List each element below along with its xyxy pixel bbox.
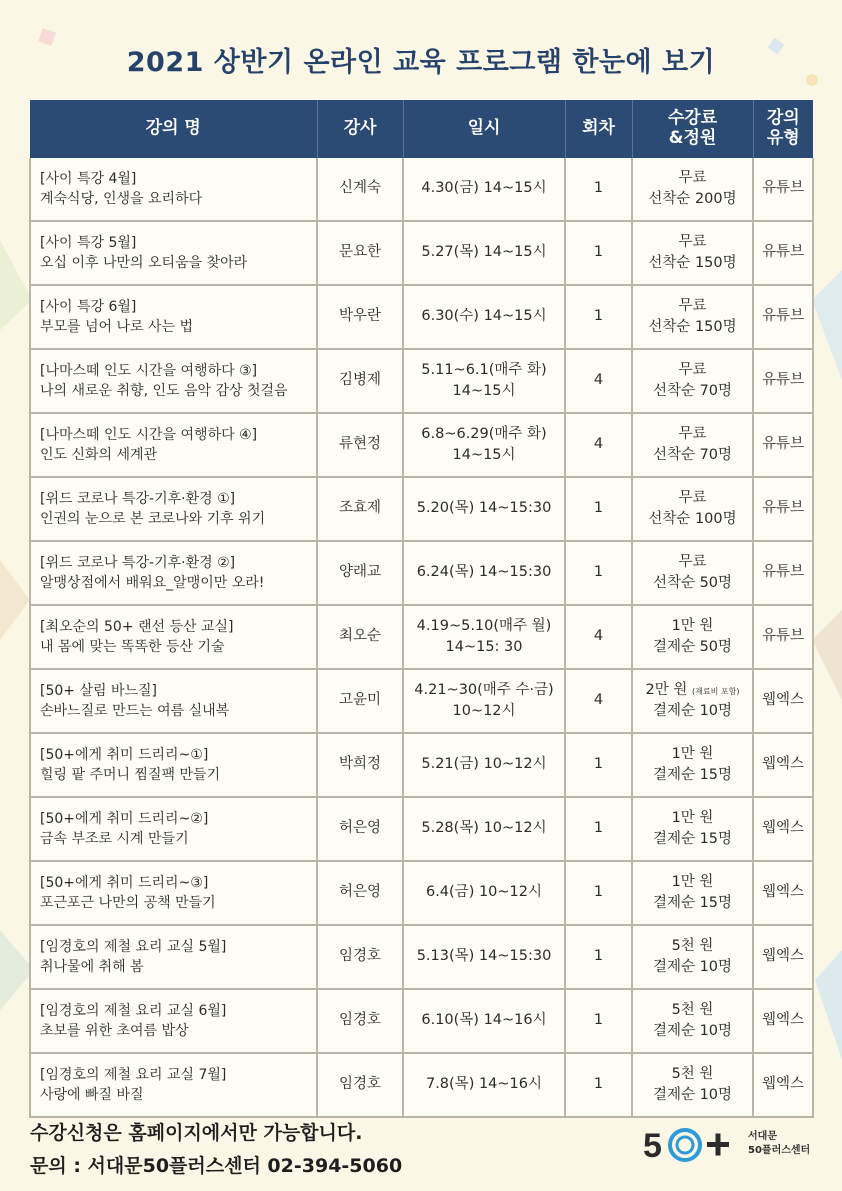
schedule-cell — [403, 541, 565, 605]
schedule-line1: 6.4(금) 10~12시 — [425, 884, 543, 901]
fee-amount: 5천 원 — [671, 937, 714, 954]
fee-amount: 무료 — [678, 361, 707, 378]
fee-cell — [632, 413, 753, 477]
instructor-cell: 박희정 — [317, 733, 403, 797]
fee-amount: 무료 — [678, 553, 707, 570]
course-name: 힐링 팥 주머니 찜질팩 만들기 — [40, 767, 221, 783]
sessions-cell: 1 — [565, 1053, 632, 1117]
course-cell — [30, 541, 317, 605]
schedule-cell — [403, 1053, 565, 1117]
sessions-cell: 1 — [565, 541, 632, 605]
instructor-cell: 임경호 — [317, 925, 403, 989]
type-cell: 유튜브 — [753, 605, 813, 669]
course-series: [임경호의 제철 요리 교실 6월] — [40, 1002, 227, 1019]
course-name: 취나물에 취해 봄 — [40, 959, 144, 975]
instructor-cell: 허은영 — [317, 797, 403, 861]
schedule-cell — [403, 989, 565, 1053]
table-row — [30, 925, 813, 989]
schedule-cell — [403, 925, 565, 989]
course-name: 알맹상점에서 배워요_알맹이만 오라! — [40, 575, 265, 591]
course-name: 내 몸에 맞는 똑똑한 등산 기술 — [40, 639, 225, 655]
sessions-cell: 4 — [565, 413, 632, 477]
type-cell: 웹엑스 — [753, 925, 813, 989]
schedule-line1: 6.24(목) 14~15:30 — [416, 564, 552, 581]
course-cell — [30, 669, 317, 733]
fee-quota: 결제순 50명 — [652, 639, 733, 655]
course-cell — [30, 349, 317, 413]
fee-quota: 선착순 70명 — [652, 447, 733, 463]
course-cell — [30, 797, 317, 861]
course-series: [위드 코로나 특강-기후·환경 ②] — [40, 554, 236, 571]
fee-quota: 선착순 150명 — [648, 319, 737, 335]
fee-amount: 무료 — [678, 489, 707, 506]
signup-notice: 수강신청은 홈페이지에서만 가능합니다. — [30, 1122, 363, 1144]
table-row — [30, 733, 813, 797]
table-header-row — [30, 100, 813, 158]
course-series: [50+에게 취미 드리리~①] — [40, 746, 209, 763]
fee-quota: 결제순 10명 — [652, 959, 733, 975]
fee-quota: 선착순 50명 — [652, 575, 733, 591]
header-fee-line2: &정원 — [668, 128, 717, 148]
schedule-cell — [403, 605, 565, 669]
fee-amount: 1만 원 — [671, 809, 714, 826]
fee-cell — [632, 158, 753, 221]
table-row — [30, 413, 813, 477]
fee-amount: 1만 원 — [671, 617, 714, 634]
sessions-cell: 4 — [565, 349, 632, 413]
type-cell: 유튜브 — [753, 158, 813, 221]
fee-cell — [632, 605, 753, 669]
course-cell — [30, 925, 317, 989]
fee-cell — [632, 221, 753, 285]
type-cell: 웹엑스 — [753, 989, 813, 1053]
fee-amount: 1만 원 — [671, 745, 714, 762]
logo-line1: 서대문 — [748, 1131, 777, 1142]
instructor-cell: 박우란 — [317, 285, 403, 349]
schedule-cell — [403, 669, 565, 733]
header-type-line2: 유형 — [766, 128, 800, 148]
course-name: 손바느질로 만드는 여름 실내복 — [40, 703, 230, 719]
fee-cell — [632, 797, 753, 861]
schedule-cell — [403, 413, 565, 477]
course-series: [최오순의 50+ 랜선 등산 교실] — [40, 618, 234, 635]
schedule-cell — [403, 158, 565, 221]
course-name: 포근포근 나만의 공책 만들기 — [40, 895, 216, 911]
type-cell: 유튜브 — [753, 541, 813, 605]
fee-cell — [632, 861, 753, 925]
sessions-cell: 1 — [565, 285, 632, 349]
course-series: [임경호의 제철 요리 교실 5월] — [40, 938, 227, 955]
course-cell — [30, 733, 317, 797]
schedule-line1: 6.30(수) 14~15시 — [421, 308, 547, 325]
table-row — [30, 221, 813, 285]
schedule-line2: 14~15시 — [452, 447, 516, 463]
fee-cell — [632, 477, 753, 541]
instructor-cell: 양래교 — [317, 541, 403, 605]
fee-cell — [632, 1053, 753, 1117]
schedule-cell — [403, 861, 565, 925]
table-row — [30, 349, 813, 413]
fee-cell — [632, 285, 753, 349]
schedule-line2: 14~15: 30 — [445, 639, 523, 655]
course-series: [50+에게 취미 드리리~③] — [40, 874, 209, 891]
course-cell — [30, 605, 317, 669]
sessions-cell: 1 — [565, 477, 632, 541]
table-row — [30, 861, 813, 925]
table-row — [30, 158, 813, 221]
header-instructor: 강사 — [317, 100, 403, 158]
fee-quota: 선착순 150명 — [648, 255, 737, 271]
course-cell — [30, 413, 317, 477]
header-course: 강의 명 — [30, 100, 317, 158]
type-cell: 유튜브 — [753, 477, 813, 541]
sessions-cell: 1 — [565, 221, 632, 285]
table-row — [30, 285, 813, 349]
schedule-line1: 4.30(금) 14~15시 — [421, 180, 547, 197]
course-name: 금속 부조로 시계 만들기 — [40, 831, 189, 847]
schedule-line2: 10~12시 — [452, 703, 516, 719]
instructor-cell: 고윤미 — [317, 669, 403, 733]
table-row — [30, 797, 813, 861]
fee-amount: 무료 — [678, 169, 707, 186]
schedule-line1: 4.21~30(매주 수·금) — [414, 681, 554, 698]
course-cell — [30, 989, 317, 1053]
schedule-line1: 6.8~6.29(매주 화) — [421, 425, 547, 442]
sessions-cell: 1 — [565, 158, 632, 221]
course-name: 나의 새로운 취향, 인도 음악 감상 첫걸음 — [40, 383, 288, 399]
course-series: [50+에게 취미 드리리~②] — [40, 810, 209, 827]
fee-quota: 결제순 10명 — [652, 1087, 733, 1103]
fee-amount: 무료 — [678, 233, 707, 250]
table-row — [30, 989, 813, 1053]
table-row — [30, 669, 813, 733]
sessions-cell: 4 — [565, 669, 632, 733]
table-row — [30, 541, 813, 605]
fee-quota: 선착순 200명 — [648, 191, 737, 207]
schedule-cell — [403, 477, 565, 541]
schedule-line1: 4.19~5.10(매주 월) — [416, 617, 552, 634]
schedule-cell — [403, 221, 565, 285]
fee-quota: 결제순 15명 — [652, 767, 733, 783]
fee-note: (재료비 포함) — [692, 686, 740, 696]
fee-amount: 무료 — [678, 425, 707, 442]
schedule-line1: 5.11~6.1(매주 화) — [421, 361, 547, 378]
schedule-line1: 5.21(금) 10~12시 — [421, 756, 547, 773]
course-cell — [30, 861, 317, 925]
contact-info: 문의 : 서대문50플러스센터 02-394-5060 — [30, 1155, 403, 1177]
instructor-cell: 임경호 — [317, 989, 403, 1053]
type-cell: 웹엑스 — [753, 797, 813, 861]
header-type-line1: 강의 — [766, 108, 800, 129]
fee-amount: 5천 원 — [671, 1065, 714, 1082]
type-cell: 유튜브 — [753, 349, 813, 413]
type-cell: 웹엑스 — [753, 861, 813, 925]
table-row — [30, 1053, 813, 1117]
sessions-cell: 1 — [565, 989, 632, 1053]
fee-quota: 선착순 70명 — [652, 383, 733, 399]
course-series: [사이 특강 5월] — [40, 234, 137, 251]
fee-cell — [632, 733, 753, 797]
course-name: 초보를 위한 초여름 밥상 — [40, 1023, 189, 1039]
fee-amount: 2만 원 — [645, 681, 688, 698]
center-logo-text — [748, 1130, 810, 1157]
fee-amount: 5천 원 — [671, 1001, 714, 1018]
course-name: 인권의 눈으로 본 코로나와 기후 위기 — [40, 511, 266, 527]
course-cell — [30, 477, 317, 541]
header-type — [753, 100, 813, 158]
course-series: [나마스떼 인도 시간을 여행하다 ③] — [40, 362, 258, 379]
type-cell: 유튜브 — [753, 285, 813, 349]
type-cell: 유튜브 — [753, 413, 813, 477]
fee-quota: 선착순 100명 — [648, 511, 737, 527]
fee-quota: 결제순 10명 — [652, 703, 733, 719]
course-series: [임경호의 제철 요리 교실 7월] — [40, 1066, 227, 1083]
schedule-line1: 5.27(목) 14~15시 — [421, 244, 547, 261]
instructor-cell: 류현정 — [317, 413, 403, 477]
course-series: [위드 코로나 특강-기후·환경 ①] — [40, 490, 236, 507]
schedule-line1: 5.13(목) 14~15:30 — [416, 948, 552, 965]
fee-cell — [632, 989, 753, 1053]
type-cell: 웹엑스 — [753, 669, 813, 733]
fee-cell — [632, 925, 753, 989]
course-name: 인도 신화의 세계관 — [40, 447, 158, 463]
fee-quota: 결제순 10명 — [652, 1023, 733, 1039]
instructor-cell: 최오순 — [317, 605, 403, 669]
schedule-cell — [403, 797, 565, 861]
header-schedule: 일시 — [403, 100, 565, 158]
course-series: [나마스떼 인도 시간을 여행하다 ④] — [40, 426, 258, 443]
fee-cell — [632, 669, 753, 733]
course-cell — [30, 158, 317, 221]
course-cell — [30, 1053, 317, 1117]
table-row — [30, 477, 813, 541]
schedule-cell — [403, 733, 565, 797]
sessions-cell: 1 — [565, 925, 632, 989]
sessions-cell: 1 — [565, 733, 632, 797]
header-sessions: 회차 — [565, 100, 632, 158]
table-row — [30, 605, 813, 669]
type-cell: 유튜브 — [753, 221, 813, 285]
instructor-cell: 허은영 — [317, 861, 403, 925]
course-name: 부모를 넘어 나로 사는 법 — [40, 319, 194, 335]
course-name: 계숙식당, 인생을 요리하다 — [40, 191, 203, 207]
instructor-cell: 임경호 — [317, 1053, 403, 1117]
schedule-line1: 5.28(목) 10~12시 — [421, 820, 547, 837]
logo-line2: 50플러스센터 — [748, 1144, 811, 1156]
header-fee-line1: 수강료 — [667, 108, 718, 129]
fee-cell — [632, 349, 753, 413]
schedule-line2: 14~15시 — [452, 383, 516, 399]
course-series: [사이 특강 4월] — [40, 170, 137, 187]
program-table — [29, 100, 814, 1118]
schedule-cell — [403, 285, 565, 349]
instructor-cell: 김병제 — [317, 349, 403, 413]
header-fee — [632, 100, 753, 158]
page-title: 2021 상반기 온라인 교육 프로그램 한눈에 보기 — [126, 47, 716, 78]
course-cell — [30, 285, 317, 349]
sessions-cell: 1 — [565, 861, 632, 925]
schedule-cell — [403, 349, 565, 413]
course-series: [사이 특강 6월] — [40, 298, 137, 315]
instructor-cell: 신계숙 — [317, 158, 403, 221]
type-cell: 웹엑스 — [753, 1053, 813, 1117]
schedule-line1: 5.20(목) 14~15:30 — [416, 500, 552, 517]
table-body — [30, 158, 813, 1117]
course-name: 오십 이후 나만의 오티움을 찾아라 — [40, 255, 248, 271]
course-name: 사랑에 빠질 바질 — [40, 1087, 144, 1103]
fee-quota: 결제순 15명 — [652, 895, 733, 911]
fee-quota: 결제순 15명 — [652, 831, 733, 847]
schedule-line1: 6.10(목) 14~16시 — [421, 1012, 547, 1029]
fee-amount: 1만 원 — [671, 873, 714, 890]
fee-cell — [632, 541, 753, 605]
instructor-cell: 조효제 — [317, 477, 403, 541]
fee-amount: 무료 — [678, 297, 707, 314]
schedule-line1: 7.8(목) 14~16시 — [425, 1076, 543, 1093]
type-cell: 웹엑스 — [753, 733, 813, 797]
svg-text:5: 5 — [643, 1127, 662, 1165]
sessions-cell: 1 — [565, 797, 632, 861]
course-cell — [30, 221, 317, 285]
instructor-cell: 문요한 — [317, 221, 403, 285]
course-series: [50+ 살림 바느질] — [40, 682, 157, 699]
sessions-cell: 4 — [565, 605, 632, 669]
